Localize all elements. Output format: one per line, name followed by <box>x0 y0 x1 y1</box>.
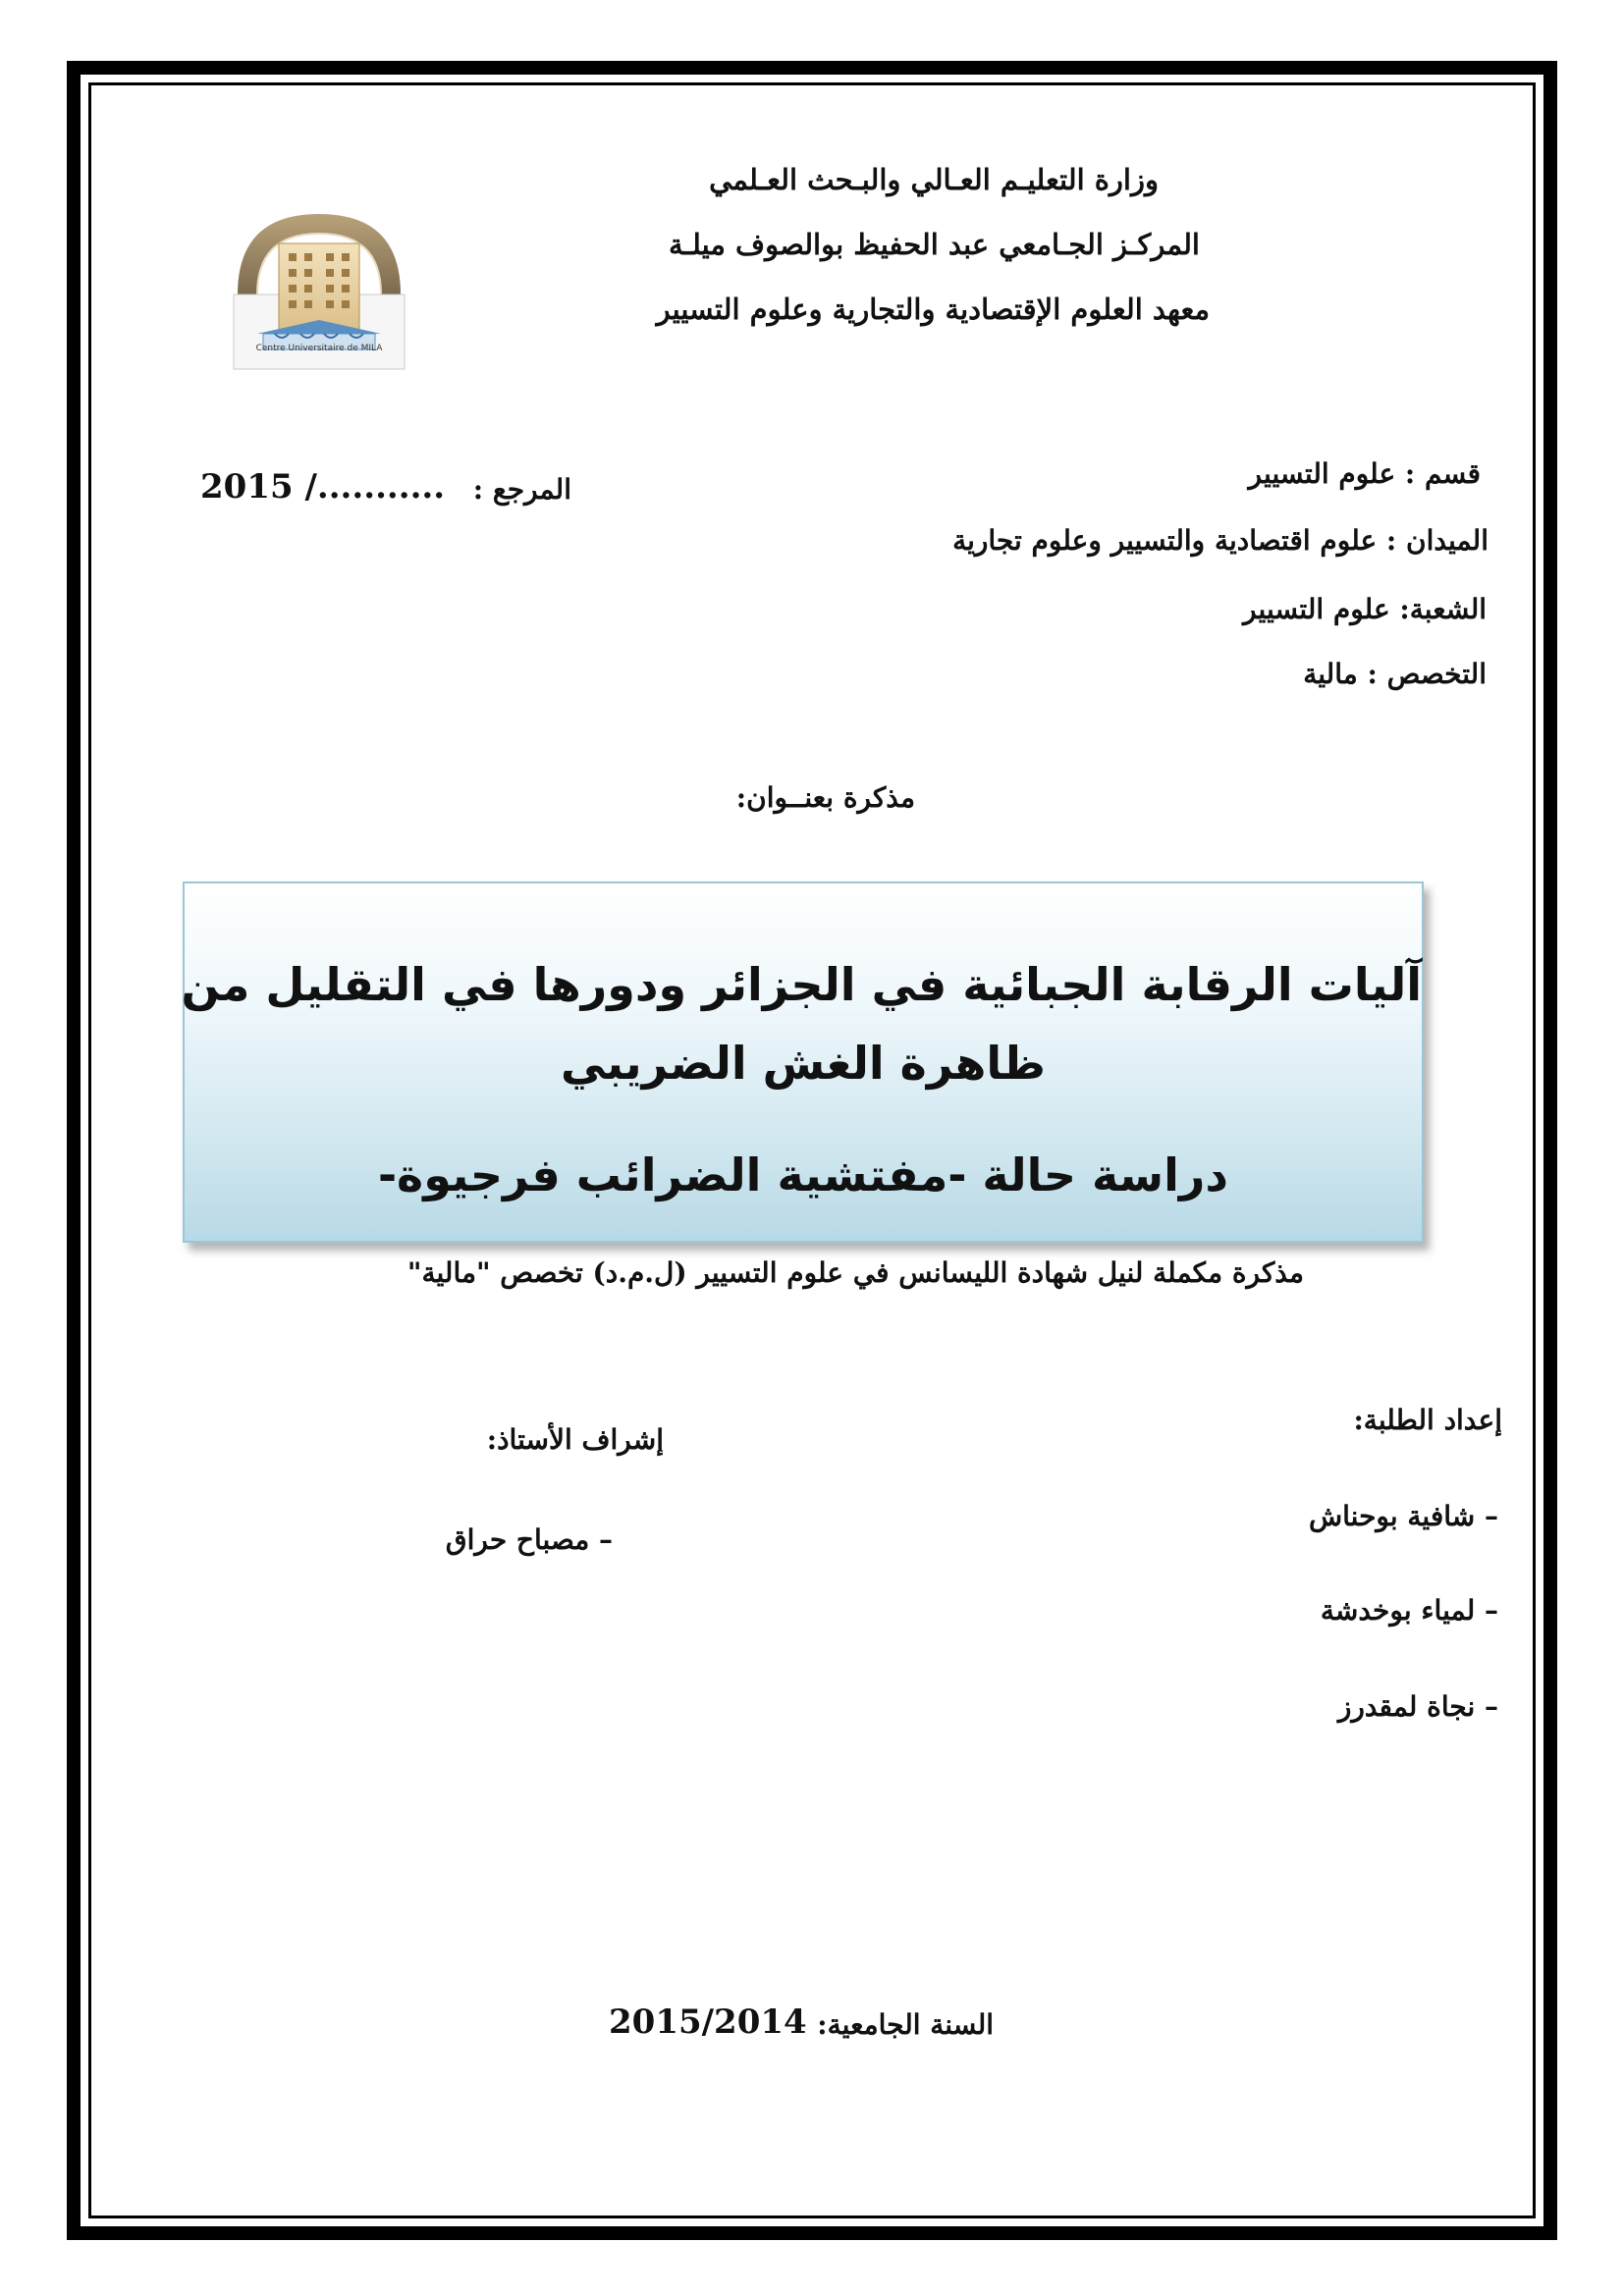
thesis-subtitle: مذكرة مكملة لنيل شهادة الليسانس في علوم التسيير (ل.م.د) تخصص "مالية" <box>406 1256 1304 1289</box>
frame-inner-right <box>1533 82 1536 2218</box>
university-building-logo <box>228 204 410 381</box>
branch-line: الشعبة: علوم التسيير <box>1243 593 1487 625</box>
thesis-title-box <box>183 881 1424 1243</box>
reference-value: 2015 /........... <box>200 467 446 507</box>
title-line-3: دراسة حالة -مفتشية الضرائب فرجيوة- <box>377 1148 1229 1201</box>
specialty-line: التخصص : مالية <box>1303 658 1487 690</box>
reference-label: المرجع : <box>472 473 571 506</box>
supervisor-name: – مصباح حراق <box>445 1523 613 1556</box>
field-line: الميدان : علوم اقتصادية والتسيير وعلوم تجارية <box>952 524 1489 557</box>
students-label: إعداد الطلبة: <box>1353 1404 1502 1436</box>
memo-label: مذكرة بعنــوان: <box>735 781 915 814</box>
student-name: – نجاة لمقدرز <box>1337 1690 1498 1723</box>
title-line-2: ظاهرة الغش الضريبي <box>561 1037 1046 1090</box>
institute-name: معهد العلوم الإقتصادية والتجارية وعلوم التسيير <box>656 293 1210 326</box>
supervisor-label: إشراف الأستاذ: <box>486 1423 664 1456</box>
frame-bottom-bar <box>67 2226 1557 2240</box>
academic-year-label: السنة الجامعية: <box>817 2008 994 2041</box>
frame-left-bar <box>67 61 81 2240</box>
student-name: – لمياء بوخدشة <box>1320 1594 1498 1627</box>
frame-right-bar <box>1543 61 1557 2240</box>
university-name: المركـز الجـامعي عبد الحفيظ بوالصوف ميلـة <box>669 228 1200 261</box>
title-line-1: آليات الرقابة الجبائية في الجزائر ودورها في التقليل من <box>181 958 1422 1011</box>
frame-inner-bottom <box>88 2216 1536 2218</box>
frame-inner-top <box>88 82 1536 85</box>
logo-caption: Centre Universitaire de MILA <box>255 344 383 353</box>
ministry-name: وزارة التعليـم العـالي والبـحث العـلمي <box>709 163 1159 196</box>
department-line: قسم : علوم التسيير <box>1248 457 1481 490</box>
student-name: – شافية بوحناش <box>1308 1500 1498 1532</box>
frame-top-bar <box>67 61 1557 75</box>
frame-inner-left <box>88 82 91 2218</box>
academic-year-value: 2015/2014 <box>609 2002 807 2042</box>
